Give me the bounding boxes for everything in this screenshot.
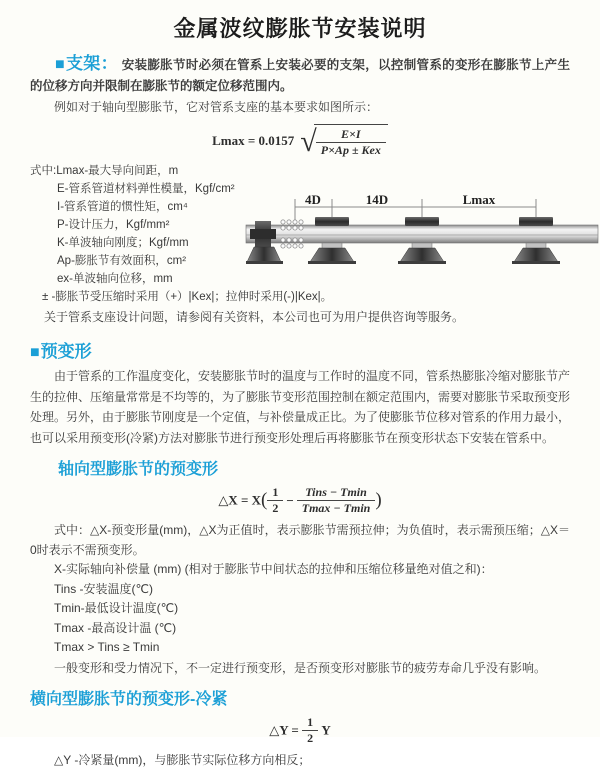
temp-denominator: Tmax − Tmin	[297, 500, 376, 516]
variable-definition: K-单波轴向刚度；Kgf/mm	[57, 237, 189, 249]
axial-definitions	[30, 560, 570, 658]
axial-formula	[30, 485, 570, 516]
sqrt-radical-icon: √	[300, 125, 317, 158]
variable-definition: I-管系管道的惯性矩，cm⁴	[57, 201, 188, 213]
lmax-formula-denominator: P×Ap ± Kex	[316, 142, 386, 158]
predeform-paragraph: 由于管系的工作温度变化，安装膨胀节时的温度与工作时的温度不同，管系热膨胀冷缩对膨胀节产生的拉伸、压缩量常常是不均等的，为了膨胀节变形范围控制在额定范围内，需要对膨胀节采取预变形处理。另外，由于膨胀节刚度是一个定值，与补偿量成正比。为了使膨胀节位移对管系的作用力最小，也可以采用预变形(冷紧)方法对膨胀节进行预变形处理后再将膨胀节在预变形状态下安装在管系中。	[30, 369, 571, 445]
axial-note: 一般变形和受力情况下，不一定进行预变形，是否预变形对膨胀节的疲劳寿命几乎没有影响。	[54, 660, 547, 675]
open-paren: (	[261, 489, 268, 511]
lateral-formula	[30, 715, 570, 746]
dim-label-14d: 14D	[365, 192, 389, 207]
lmax-formula-lhs: Lmax = 0.0157	[212, 133, 295, 148]
predeform-section-heading	[30, 337, 570, 362]
definition-line: Tmin-最低设计温度(℃)	[54, 601, 179, 615]
variable-definition: ex-单波轴向位移，mm	[57, 273, 173, 285]
axial-formula-lhs: △X = X	[218, 492, 261, 508]
definition-line: Tmax -最高设计温 (℃)	[54, 620, 177, 635]
predeform-heading-text: 预变形	[40, 342, 92, 361]
minus-operator: −	[286, 492, 294, 508]
lateral-subsection-heading: 横向型膨胀节的预变形-冷紧	[30, 690, 228, 708]
dim-label-lmax: Lmax	[462, 192, 496, 207]
lateral-formula-lhs: △Y =	[269, 722, 299, 737]
half-denominator: 2	[302, 730, 318, 746]
section-bullet-icon: ■	[30, 344, 40, 361]
variable-definition: Ap-膨胀节有效面积，cm²	[57, 255, 187, 267]
definition-line: Tmax > Tins ≥ Tmin	[54, 640, 160, 654]
support-intro-paragraph	[30, 53, 570, 97]
lmax-formula-numerator: E×I	[341, 127, 361, 141]
sqrt-expression	[300, 124, 388, 158]
axial-where-paragraph: 式中：△X-预变形量(mm)，△X为正值时，表示膨胀节需预拉伸；为负值时，表示需预压缩；△X＝0时表示不需预变形。	[30, 523, 570, 557]
dim-label-4d: 4D	[305, 192, 321, 207]
lateral-formula-rhs: Y	[321, 722, 331, 737]
pipe-support-diagram	[246, 192, 598, 288]
half-denominator: 2	[267, 500, 283, 516]
plus-minus-rule-line: ± -膨胀节受压缩时采用（+）|Kex|；拉伸时采用(-)|Kex|。	[42, 291, 333, 303]
axial-subsection-heading: 轴向型膨胀节的预变形	[58, 461, 219, 478]
half-numerator: 1	[307, 714, 314, 729]
lateral-note: △Y -冷紧量(mm)，与膨胀节实际位移方向相反；	[54, 752, 311, 767]
definition-line: X-实际轴向补偿量 (mm) (相对于膨胀节中间状态的拉伸和压缩位移量绝对值之和)：	[54, 562, 493, 576]
close-paren: )	[375, 489, 382, 511]
temp-numerator: Tins − Tmin	[305, 485, 367, 499]
half-numerator: 1	[272, 485, 279, 499]
variable-definition: P-设计压力，Kgf/mm²	[57, 219, 170, 231]
service-note-line: 关于管系支座设计问题，请参阅有关资料，本公司也可为用户提供咨询等服务。	[44, 310, 465, 324]
support-example-line: 例如对于轴向型膨胀节，它对管系支座的基本要求如图所示：	[54, 100, 379, 114]
support-section-heading: 支架：	[65, 54, 118, 73]
variable-definition: E-管系管道材料弹性模量，Kgf/cm²	[57, 183, 235, 195]
lmax-formula	[30, 124, 570, 158]
page-title: 金属波纹膨胀节安装说明	[173, 16, 427, 41]
definition-line: Tins -安装温度(℃)	[54, 581, 154, 596]
support-intro-text: 安装膨胀节时必须在管系上安装必要的支架，以控制管系的变形在膨胀节上产生的位移方向并限制在膨胀节的额定位移范围内。	[30, 58, 570, 93]
section-bullet-icon: ■	[55, 56, 65, 73]
where-line: 式中:Lmax-最大导向间距，m	[30, 165, 179, 177]
